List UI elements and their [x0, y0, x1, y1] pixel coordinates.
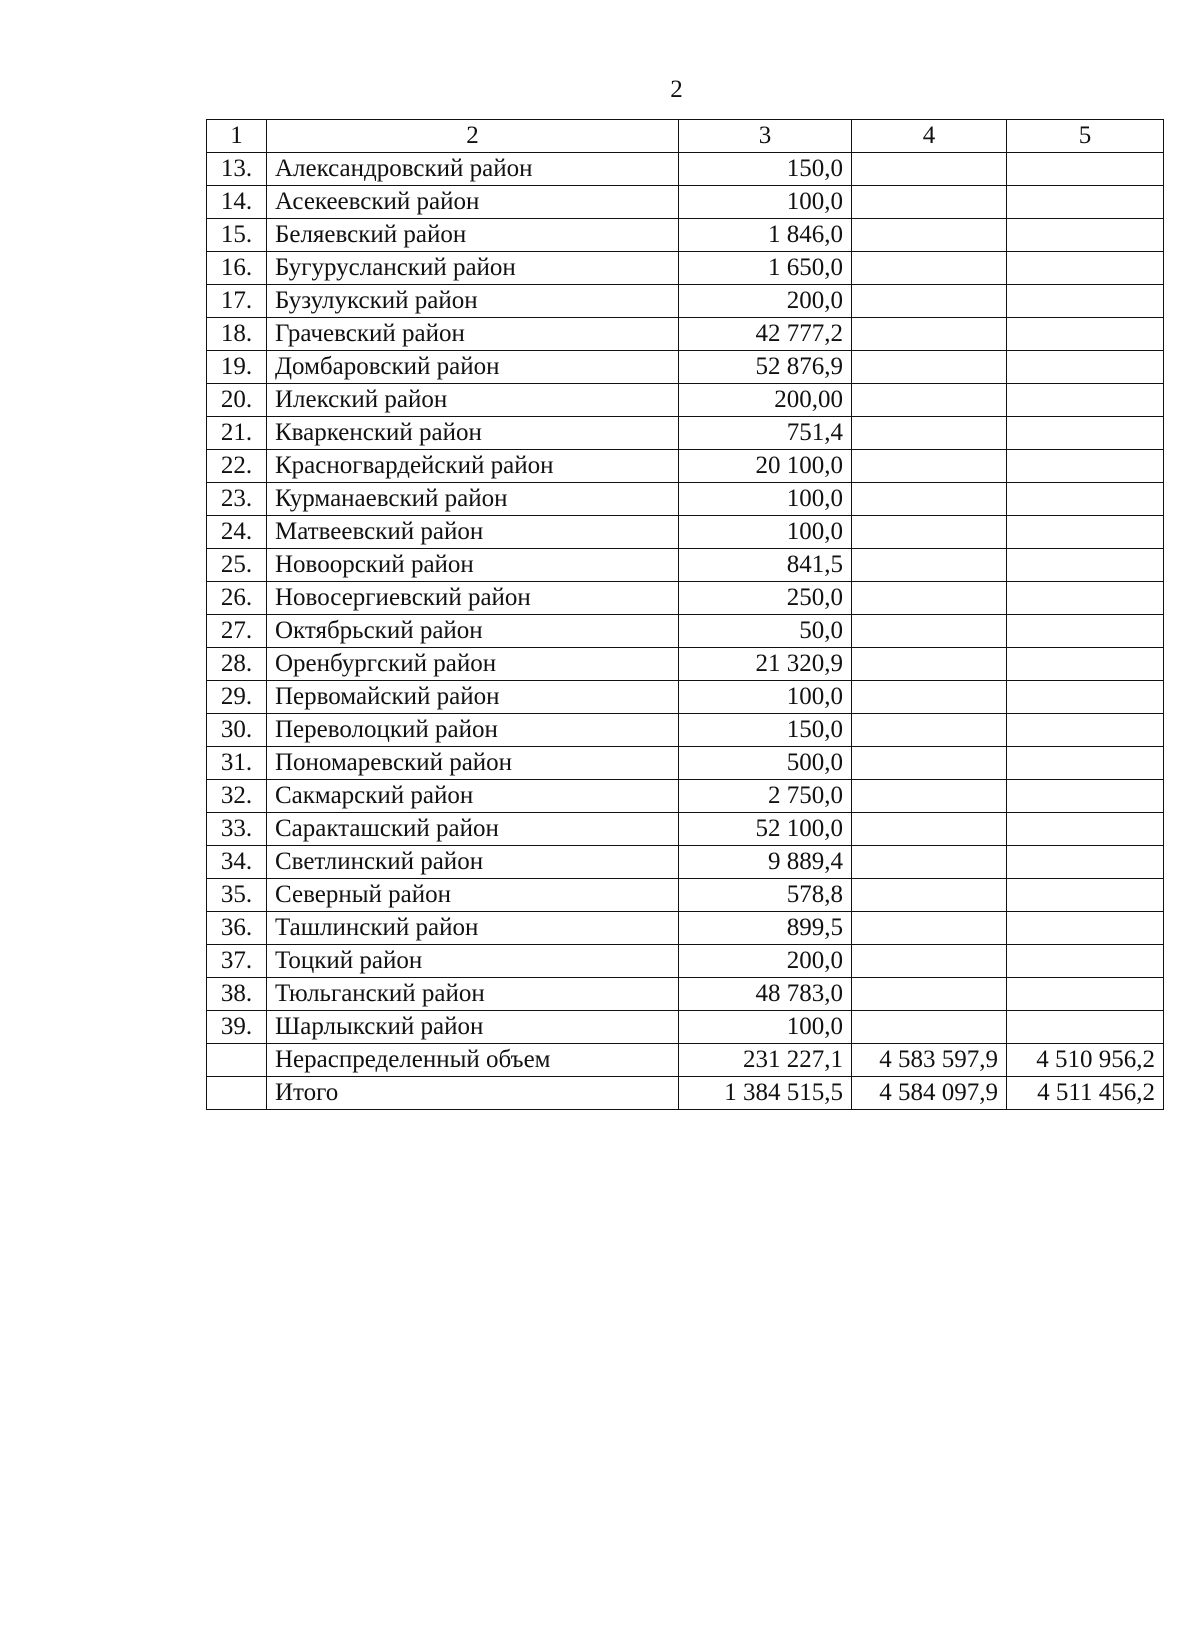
row-number-cell: 24.	[207, 516, 267, 549]
value-col5-cell	[1007, 318, 1164, 351]
district-name-cell: Матвеевский район	[267, 516, 679, 549]
table-row	[207, 549, 1164, 582]
row-number-cell: 19.	[207, 351, 267, 384]
value-col3-cell: 100,0	[679, 186, 852, 219]
value-col5-cell	[1007, 1011, 1164, 1044]
district-name-cell: Бузулукский район	[267, 285, 679, 318]
row-number-cell: 13.	[207, 153, 267, 186]
district-name-cell: Бугурусланский район	[267, 252, 679, 285]
table-row	[207, 945, 1164, 978]
value-col3-cell: 500,0	[679, 747, 852, 780]
value-col3-cell: 200,0	[679, 945, 852, 978]
table-row	[207, 747, 1164, 780]
row-number-cell: 39.	[207, 1011, 267, 1044]
value-col5-cell	[1007, 747, 1164, 780]
value-col5-cell	[1007, 945, 1164, 978]
value-col3-cell: 200,0	[679, 285, 852, 318]
table-row	[207, 879, 1164, 912]
row-number-cell: 34.	[207, 846, 267, 879]
district-name-cell: Первомайский район	[267, 681, 679, 714]
value-col4-cell	[852, 549, 1007, 582]
district-name-cell: Саракташский район	[267, 813, 679, 846]
row-number-cell: 38.	[207, 978, 267, 1011]
value-col3-cell: 21 320,9	[679, 648, 852, 681]
district-name-cell: Беляевский район	[267, 219, 679, 252]
value-col4-cell	[852, 615, 1007, 648]
row-number-cell: 29.	[207, 681, 267, 714]
value-col3-cell: 52 876,9	[679, 351, 852, 384]
value-col3-cell: 899,5	[679, 912, 852, 945]
value-col4-cell	[852, 252, 1007, 285]
table-row	[207, 516, 1164, 549]
district-name-cell: Сакмарский район	[267, 780, 679, 813]
district-name-cell: Итого	[267, 1077, 679, 1110]
row-number-cell: 18.	[207, 318, 267, 351]
district-name-cell: Переволоцкий район	[267, 714, 679, 747]
row-number-cell: 36.	[207, 912, 267, 945]
table-row	[207, 186, 1164, 219]
table-row	[207, 780, 1164, 813]
value-col4-cell	[852, 714, 1007, 747]
table-row	[207, 1011, 1164, 1044]
row-number-cell: 25.	[207, 549, 267, 582]
value-col3-cell: 50,0	[679, 615, 852, 648]
column-header-3: 3	[679, 120, 852, 153]
value-col3-cell: 200,00	[679, 384, 852, 417]
table-row	[207, 978, 1164, 1011]
table-row	[207, 153, 1164, 186]
value-col5-cell	[1007, 681, 1164, 714]
value-col4-cell	[852, 978, 1007, 1011]
value-col5-cell: 4 511 456,2	[1007, 1077, 1164, 1110]
row-number-cell: 31.	[207, 747, 267, 780]
value-col4-cell	[852, 912, 1007, 945]
table-row	[207, 384, 1164, 417]
value-col3-cell: 751,4	[679, 417, 852, 450]
row-number-cell: 21.	[207, 417, 267, 450]
value-col5-cell	[1007, 978, 1164, 1011]
row-number-cell: 30.	[207, 714, 267, 747]
value-col5-cell	[1007, 813, 1164, 846]
row-number-cell: 27.	[207, 615, 267, 648]
allocation-table	[206, 119, 1164, 1110]
table-body	[207, 153, 1164, 1110]
value-col3-cell: 100,0	[679, 1011, 852, 1044]
value-col5-cell	[1007, 417, 1164, 450]
row-number-cell: 22.	[207, 450, 267, 483]
value-col5-cell	[1007, 879, 1164, 912]
district-name-cell: Новоорский район	[267, 549, 679, 582]
value-col3-cell: 100,0	[679, 516, 852, 549]
table-row	[207, 846, 1164, 879]
row-number-cell: 20.	[207, 384, 267, 417]
value-col4-cell	[852, 945, 1007, 978]
value-col4-cell: 4 583 597,9	[852, 1044, 1007, 1077]
table-row	[207, 813, 1164, 846]
value-col5-cell	[1007, 186, 1164, 219]
value-col4-cell	[852, 153, 1007, 186]
district-name-cell: Шарлыкский район	[267, 1011, 679, 1044]
value-col3-cell: 52 100,0	[679, 813, 852, 846]
row-number-cell: 37.	[207, 945, 267, 978]
value-col4-cell	[852, 846, 1007, 879]
table-row	[207, 483, 1164, 516]
value-col4-cell	[852, 879, 1007, 912]
district-name-cell: Тоцкий район	[267, 945, 679, 978]
column-header-4: 4	[852, 120, 1007, 153]
district-name-cell: Светлинский район	[267, 846, 679, 879]
value-col4-cell	[852, 351, 1007, 384]
value-col3-cell: 150,0	[679, 153, 852, 186]
value-col3-cell: 231 227,1	[679, 1044, 852, 1077]
value-col5-cell: 4 510 956,2	[1007, 1044, 1164, 1077]
value-col4-cell	[852, 780, 1007, 813]
value-col3-cell: 100,0	[679, 483, 852, 516]
row-number-cell: 17.	[207, 285, 267, 318]
district-name-cell: Пономаревский район	[267, 747, 679, 780]
value-col5-cell	[1007, 153, 1164, 186]
table-row	[207, 351, 1164, 384]
value-col5-cell	[1007, 351, 1164, 384]
row-number-cell: 15.	[207, 219, 267, 252]
row-number-cell: 16.	[207, 252, 267, 285]
column-header-1: 1	[207, 120, 267, 153]
row-number-cell: 23.	[207, 483, 267, 516]
table-row	[207, 417, 1164, 450]
value-col3-cell: 48 783,0	[679, 978, 852, 1011]
district-name-cell: Ташлинский район	[267, 912, 679, 945]
row-number-cell: 26.	[207, 582, 267, 615]
column-header-5: 5	[1007, 120, 1164, 153]
value-col5-cell	[1007, 285, 1164, 318]
value-col4-cell	[852, 516, 1007, 549]
district-name-cell: Тюльганский район	[267, 978, 679, 1011]
table-row	[207, 219, 1164, 252]
value-col3-cell: 1 384 515,5	[679, 1077, 852, 1110]
value-col3-cell: 1 846,0	[679, 219, 852, 252]
table-row	[207, 450, 1164, 483]
district-name-cell: Октябрьский район	[267, 615, 679, 648]
table-row	[207, 252, 1164, 285]
value-col5-cell	[1007, 549, 1164, 582]
district-name-cell: Курманаевский район	[267, 483, 679, 516]
row-number-cell: 14.	[207, 186, 267, 219]
table-header-row	[207, 120, 1164, 153]
value-col4-cell	[852, 450, 1007, 483]
value-col4-cell	[852, 384, 1007, 417]
value-col3-cell: 20 100,0	[679, 450, 852, 483]
value-col4-cell	[852, 747, 1007, 780]
value-col5-cell	[1007, 615, 1164, 648]
table-row	[207, 681, 1164, 714]
value-col4-cell	[852, 483, 1007, 516]
value-col4-cell	[852, 681, 1007, 714]
table-row	[207, 285, 1164, 318]
row-number-cell	[207, 1077, 267, 1110]
value-col5-cell	[1007, 780, 1164, 813]
district-name-cell: Илекский район	[267, 384, 679, 417]
district-name-cell: Кваркенский район	[267, 417, 679, 450]
row-number-cell	[207, 1044, 267, 1077]
value-col4-cell	[852, 417, 1007, 450]
district-name-cell: Грачевский район	[267, 318, 679, 351]
district-name-cell: Новосергиевский район	[267, 582, 679, 615]
value-col4-cell	[852, 648, 1007, 681]
page-number: 2	[670, 76, 683, 103]
table-row	[207, 714, 1164, 747]
table-row	[207, 648, 1164, 681]
district-name-cell: Нераспределенный объем	[267, 1044, 679, 1077]
value-col4-cell	[852, 1011, 1007, 1044]
district-name-cell: Александровский район	[267, 153, 679, 186]
table-row	[207, 582, 1164, 615]
value-col3-cell: 1 650,0	[679, 252, 852, 285]
value-col5-cell	[1007, 219, 1164, 252]
value-col3-cell: 578,8	[679, 879, 852, 912]
value-col5-cell	[1007, 483, 1164, 516]
district-name-cell: Оренбургский район	[267, 648, 679, 681]
district-name-cell: Северный район	[267, 879, 679, 912]
district-name-cell: Асекеевский район	[267, 186, 679, 219]
value-col5-cell	[1007, 582, 1164, 615]
value-col3-cell: 150,0	[679, 714, 852, 747]
value-col4-cell	[852, 219, 1007, 252]
table-row	[207, 1044, 1164, 1077]
value-col4-cell	[852, 582, 1007, 615]
value-col5-cell	[1007, 450, 1164, 483]
value-col3-cell: 2 750,0	[679, 780, 852, 813]
district-name-cell: Красногвардейский район	[267, 450, 679, 483]
table-row	[207, 1077, 1164, 1110]
row-number-cell: 35.	[207, 879, 267, 912]
value-col5-cell	[1007, 516, 1164, 549]
row-number-cell: 28.	[207, 648, 267, 681]
value-col5-cell	[1007, 912, 1164, 945]
value-col5-cell	[1007, 648, 1164, 681]
value-col5-cell	[1007, 252, 1164, 285]
value-col5-cell	[1007, 846, 1164, 879]
value-col5-cell	[1007, 714, 1164, 747]
value-col4-cell	[852, 318, 1007, 351]
table-row	[207, 318, 1164, 351]
row-number-cell: 32.	[207, 780, 267, 813]
value-col4-cell	[852, 186, 1007, 219]
table-row	[207, 615, 1164, 648]
value-col3-cell: 250,0	[679, 582, 852, 615]
value-col3-cell: 9 889,4	[679, 846, 852, 879]
value-col3-cell: 841,5	[679, 549, 852, 582]
row-number-cell: 33.	[207, 813, 267, 846]
district-name-cell: Домбаровский район	[267, 351, 679, 384]
value-col4-cell	[852, 285, 1007, 318]
value-col4-cell	[852, 813, 1007, 846]
column-header-2: 2	[267, 120, 679, 153]
table-row	[207, 912, 1164, 945]
value-col3-cell: 42 777,2	[679, 318, 852, 351]
value-col4-cell: 4 584 097,9	[852, 1077, 1007, 1110]
value-col5-cell	[1007, 384, 1164, 417]
value-col3-cell: 100,0	[679, 681, 852, 714]
